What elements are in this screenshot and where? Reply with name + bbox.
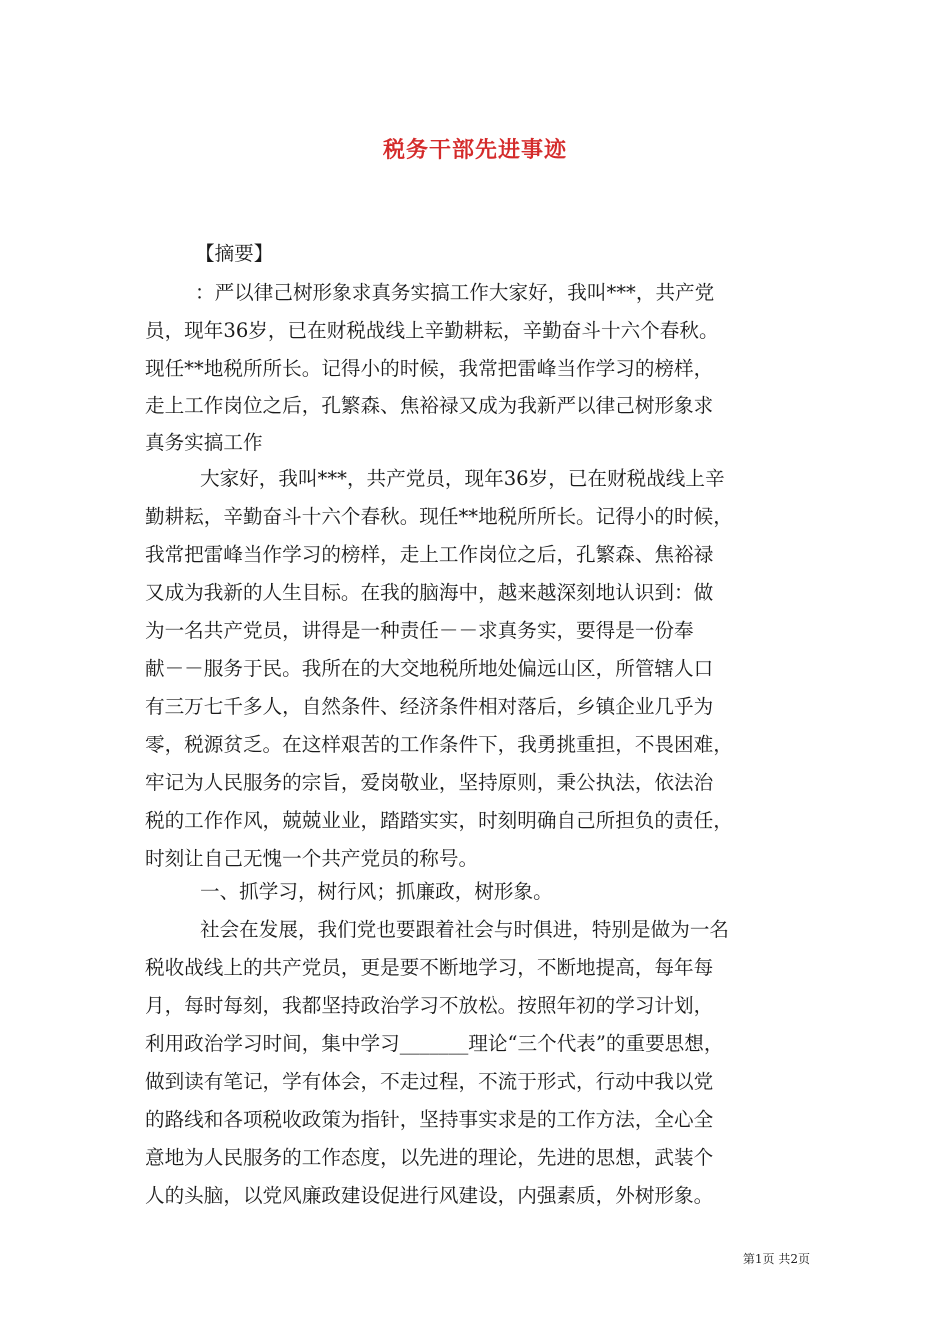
- paragraph-line: 时刻让自己无愧一个共产党员的称号。: [145, 847, 479, 870]
- paragraph-line: 税的工作作风，兢兢业业，踏踏实实，时刻明确自己所担负的责任，: [145, 809, 733, 832]
- paragraph-line: 又成为我新的人生目标。在我的脑海中，越来越深刻地认识到：做: [145, 581, 714, 604]
- abstract-line: 走上工作岗位之后，孔繁森、焦裕禄又成为我新严以律己树形象求: [145, 394, 714, 417]
- paragraph-line: 为一名共产党员，讲得是一种责任－－求真务实，要得是一份奉: [145, 619, 694, 642]
- abstract-label: 【摘要】: [195, 242, 274, 265]
- paragraph-line: 牢记为人民服务的宗旨，爱岗敬业，坚持原则，秉公执法，依法治: [145, 771, 714, 794]
- paragraph-line: 人的头脑，以党风廉政建设促进行风建设，内强素质，外树形象。: [145, 1184, 714, 1207]
- paragraph-line: 利用政治学习时间，集中学习_______理论“三个代表”的重要思想，: [145, 1032, 724, 1055]
- paragraph-line: 意地为人民服务的工作态度，以先进的理论，先进的思想，武装个: [145, 1146, 714, 1169]
- abstract-line: 员，现年36岁，已在财税战线上辛勤耕耘，辛勤奋斗十六个春秋。: [145, 319, 719, 342]
- paragraph-line: 社会在发展，我们党也要跟着社会与时俱进，特别是做为一名: [200, 918, 730, 941]
- paragraph-line: 税收战线上的共产党员，更是要不断地学习，不断地提高，每年每: [145, 956, 714, 979]
- paragraph-line: 零，税源贫乏。在这样艰苦的工作条件下，我勇挑重担，不畏困难，: [145, 733, 733, 756]
- paragraph-line: 勤耕耘，辛勤奋斗十六个春秋。现任**地税所所长。记得小的时候，: [145, 505, 733, 528]
- section-heading: 一、抓学习，树行风；抓廉政，树形象。: [200, 880, 553, 903]
- paragraph-line: 月，每时每刻，我都坚持政治学习不放松。按照年初的学习计划，: [145, 994, 714, 1017]
- page-number: 第1页 共2页: [742, 1252, 810, 1266]
- paragraph-line: 的路线和各项税收政策为指针，坚持事实求是的工作方法，全心全: [145, 1108, 714, 1131]
- abstract-line: ：严以律己树形象求真务实搞工作大家好，我叫***，共产党: [195, 281, 715, 304]
- paragraph-line: 献－－服务于民。我所在的大交地税所地处偏远山区，所管辖人口: [145, 657, 714, 680]
- page-title: 税务干部先进事迹: [382, 137, 567, 163]
- abstract-line: 现任**地税所所长。记得小的时候，我常把雷峰当作学习的榜样，: [145, 357, 714, 380]
- paragraph-line: 有三万七千多人，自然条件、经济条件相对落后，乡镇企业几乎为: [145, 695, 714, 718]
- abstract-line: 真务实搞工作: [145, 431, 263, 454]
- paragraph-line: 大家好，我叫***，共产党员，现年36岁，已在财税战线上辛: [200, 467, 725, 490]
- paragraph-line: 我常把雷峰当作学习的榜样，走上工作岗位之后，孔繁森、焦裕禄: [145, 543, 714, 566]
- paragraph-line: 做到读有笔记，学有体会，不走过程，不流于形式，行动中我以党: [145, 1070, 714, 1093]
